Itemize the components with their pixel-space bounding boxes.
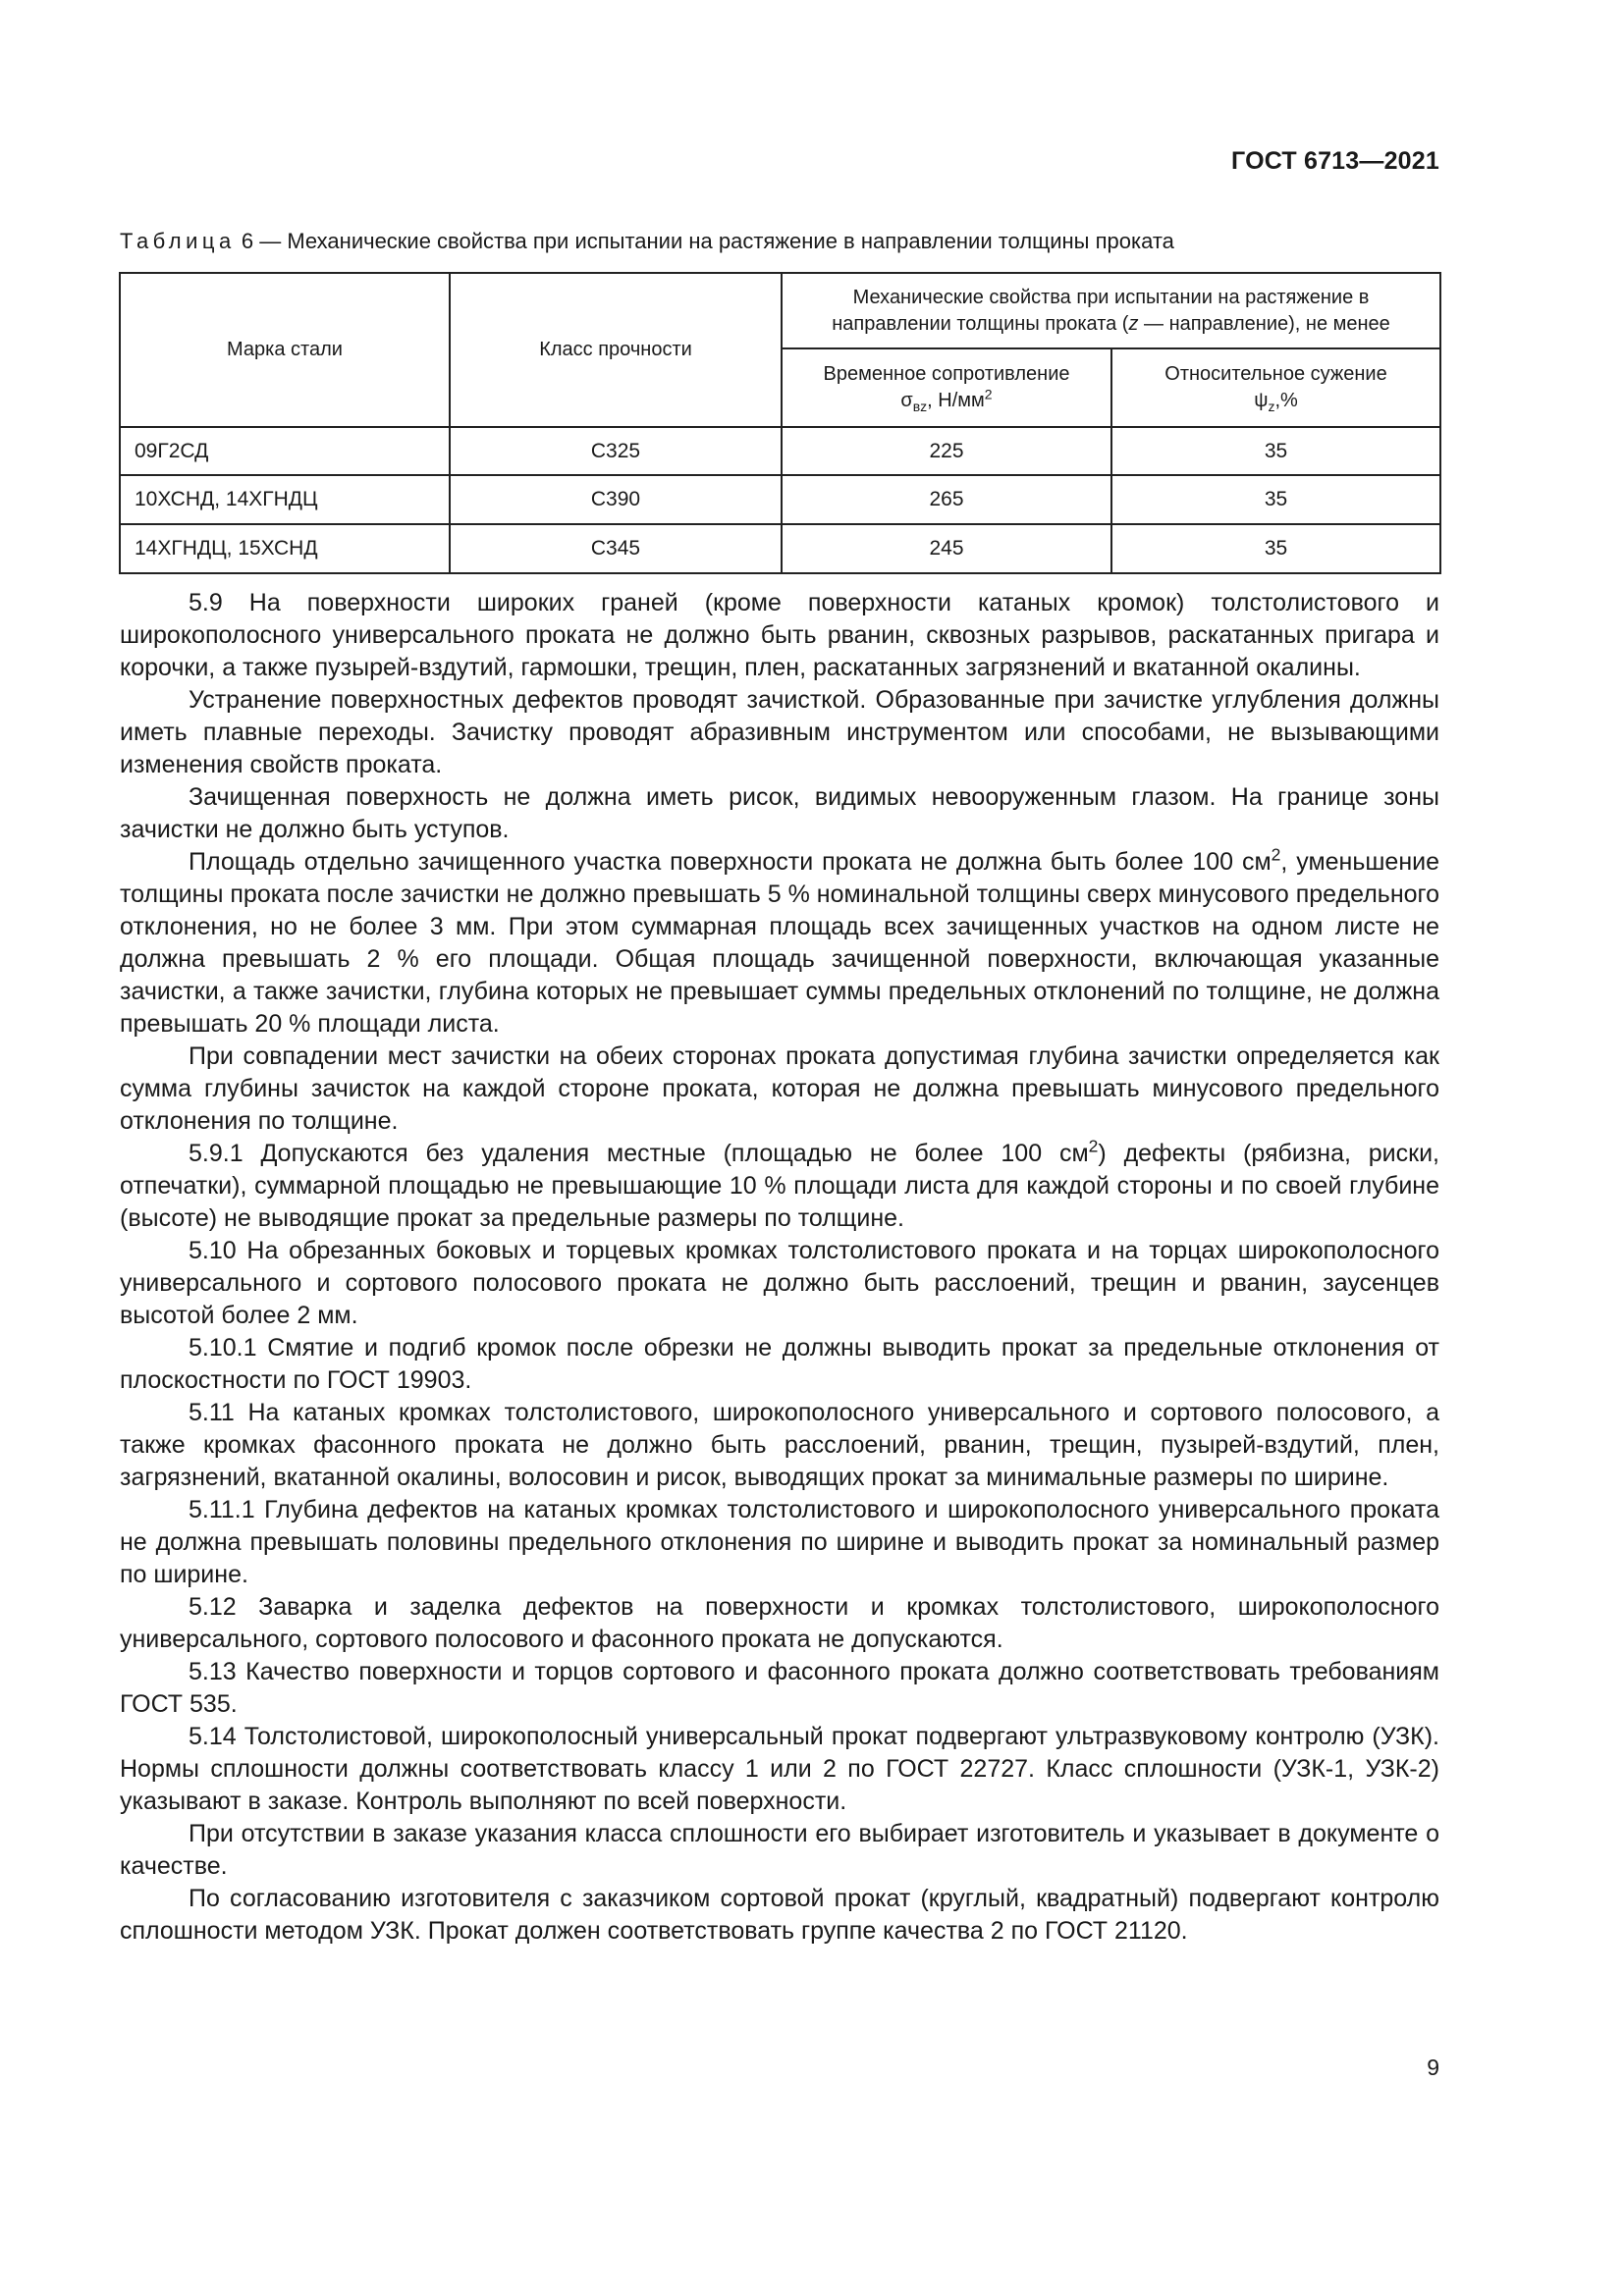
- page-number: 9: [1427, 2055, 1439, 2080]
- paragraph: 5.11.1 Глубина дефектов на катаных кромках толстолистового и широкополосного универсального проката не должна превышать половины предельного отклонения по ширине и выводить прокат за номинальный размер по ширине.: [120, 1496, 1439, 1588]
- cell-steel: 14ХГНДЦ, 15ХСНД: [120, 524, 450, 573]
- header-mechanical-group: Механические свойства при испытании на растяжение в направлении толщины проката (z — направление), не менее: [782, 273, 1440, 348]
- table-caption: [120, 229, 1174, 254]
- paragraph: По согласованию изготовителя с заказчиком сортовой прокат (круглый, квадратный) подвергают контролю сплошности методом УЗК. Прокат должен соответствовать группе качества 2 по ГОСТ 21120.: [120, 1885, 1439, 1945]
- header-relative-narrowing: Относительное сужение $\psi_z,\%$: [1111, 348, 1440, 427]
- table-row: [120, 475, 1440, 524]
- cell-narrowing: 35: [1111, 427, 1440, 475]
- cell-narrowing: 35: [1111, 524, 1440, 573]
- table-row: [120, 524, 1440, 573]
- cell-steel: 09Г2СД: [120, 427, 450, 475]
- paragraph: 5.14 Толстолистовой, широкополосный универсальный прокат подвергают ультразвуковому контролю (УЗК). Нормы сплошности должны соответствовать классу 1 или 2 по ГОСТ 22727. Класс сплошности (УЗК-1, УЗК-2) указывают в заказе. Контроль выполняют по всей поверхности.: [120, 1723, 1439, 1815]
- paragraph: 5.10 На обрезанных боковых и торцевых кромках толстолистового проката и на торцах широкополосного универсального и сортового полосового проката не должно быть расслоений, трещин и рванин, заусенцев высотой более 2 мм.: [120, 1237, 1439, 1329]
- cell-tensile: 265: [782, 475, 1111, 524]
- paragraph: Устранение поверхностных дефектов проводят зачисткой. Образованные при зачистке углубления должны иметь плавные переходы. Зачистку проводят абразивным инструментом или способами, не вызывающими изменения свойств проката.: [120, 686, 1439, 778]
- paragraph: 5.9.1 Допускаются без удаления местные (площадью не более 100 $см^2$) дефекты (рябизна, риски, отпечатки), суммарной площадью не превышающие 10 % площади листа для каждой стороны и по своей глубине (высоте) не выводящие прокат за предельные размеры по толщине.: [120, 1136, 1439, 1232]
- paragraph: 5.10.1 Смятие и подгиб кромок после обрезки не должны выводить прокат за предельные отклонения от плоскостности по ГОСТ 19903.: [120, 1334, 1439, 1394]
- table-header-row: [120, 273, 1440, 348]
- table-caption-text: 6 — Механические свойства при испытании на растяжение в направлении толщины проката: [241, 229, 1174, 253]
- header-steel-grade: Марка стали: [120, 273, 450, 427]
- cell-steel: 10ХСНД, 14ХГНДЦ: [120, 475, 450, 524]
- paragraph: Площадь отдельно зачищенного участка поверхности проката не должна быть более 100 $см^2$, уменьшение толщины проката после зачистки не должно превышать 5 % номинальной толщины сверх минусового предельного отклонения, но не более 3 мм. При этом суммарная площадь всех зачищенных участков на одном листе не должна превышать 2 % его площади. Общая площадь зачищенной поверхности, включающая указанные зачистки, а также зачистки, глубина которых не превышает суммы предельных отклонений по толщине, не должна превышать 20 % площади листа.: [120, 844, 1440, 1038]
- header-strength-class: Класс прочности: [450, 273, 782, 427]
- paragraph: 5.12 Заварка и заделка дефектов на поверхности и кромках толстолистового, широкополосного универсального, сортового полосового и фасонного проката не допускаются.: [120, 1593, 1439, 1653]
- mechanical-properties-table: [119, 272, 1441, 574]
- table-caption-word: Таблица: [120, 229, 236, 253]
- paragraph: При совпадении мест зачистки на обеих сторонах проката допустимая глубина зачистки определяется как сумма глубины зачисток на каждой стороне проката, которая не должна превышать минусового предельного отклонения по толщине.: [120, 1042, 1439, 1135]
- body-text: [120, 587, 1439, 1948]
- cell-class: С345: [450, 524, 782, 573]
- paragraph: Зачищенная поверхность не должна иметь рисок, видимых невооруженным глазом. На границе зоны зачистки не должно быть уступов.: [120, 783, 1439, 843]
- paragraph: 5.13 Качество поверхности и торцов сортового и фасонного проката должно соответствовать требованиям ГОСТ 535.: [120, 1658, 1439, 1718]
- cell-narrowing: 35: [1111, 475, 1440, 524]
- paragraph: 5.11 На катаных кромках толстолистового, широкополосного универсального и сортового полосового, а также кромках фасонного проката не должно быть расслоений, рванин, трещин, пузырей-вздутий, плен, загрязнений, вкатанной окалины, волосовин и рисок, выводящих прокат за минимальные размеры по ширине.: [120, 1399, 1439, 1491]
- cell-class: С390: [450, 475, 782, 524]
- table-row: [120, 427, 1440, 475]
- paragraph: 5.9 На поверхности широких граней (кроме поверхности катаных кромок) толстолистового и широкополосного универсального проката не должно быть рванин, сквозных разрывов, раскатанных пригара и корочки, а также пузырей-вздутий, гармошки, трещин, плен, раскатанных загрязнений и вкатанной окалины.: [120, 589, 1439, 681]
- paragraph: При отсутствии в заказе указания класса сплошности его выбирает изготовитель и указывает в документе о качестве.: [120, 1820, 1439, 1880]
- cell-tensile: 225: [782, 427, 1111, 475]
- document-id: ГОСТ 6713—2021: [1231, 147, 1439, 175]
- cell-class: С325: [450, 427, 782, 475]
- cell-tensile: 245: [782, 524, 1111, 573]
- header-tensile-strength: Временное сопротивление $\sigma_{вz}$, $Н/мм^2$: [782, 348, 1111, 427]
